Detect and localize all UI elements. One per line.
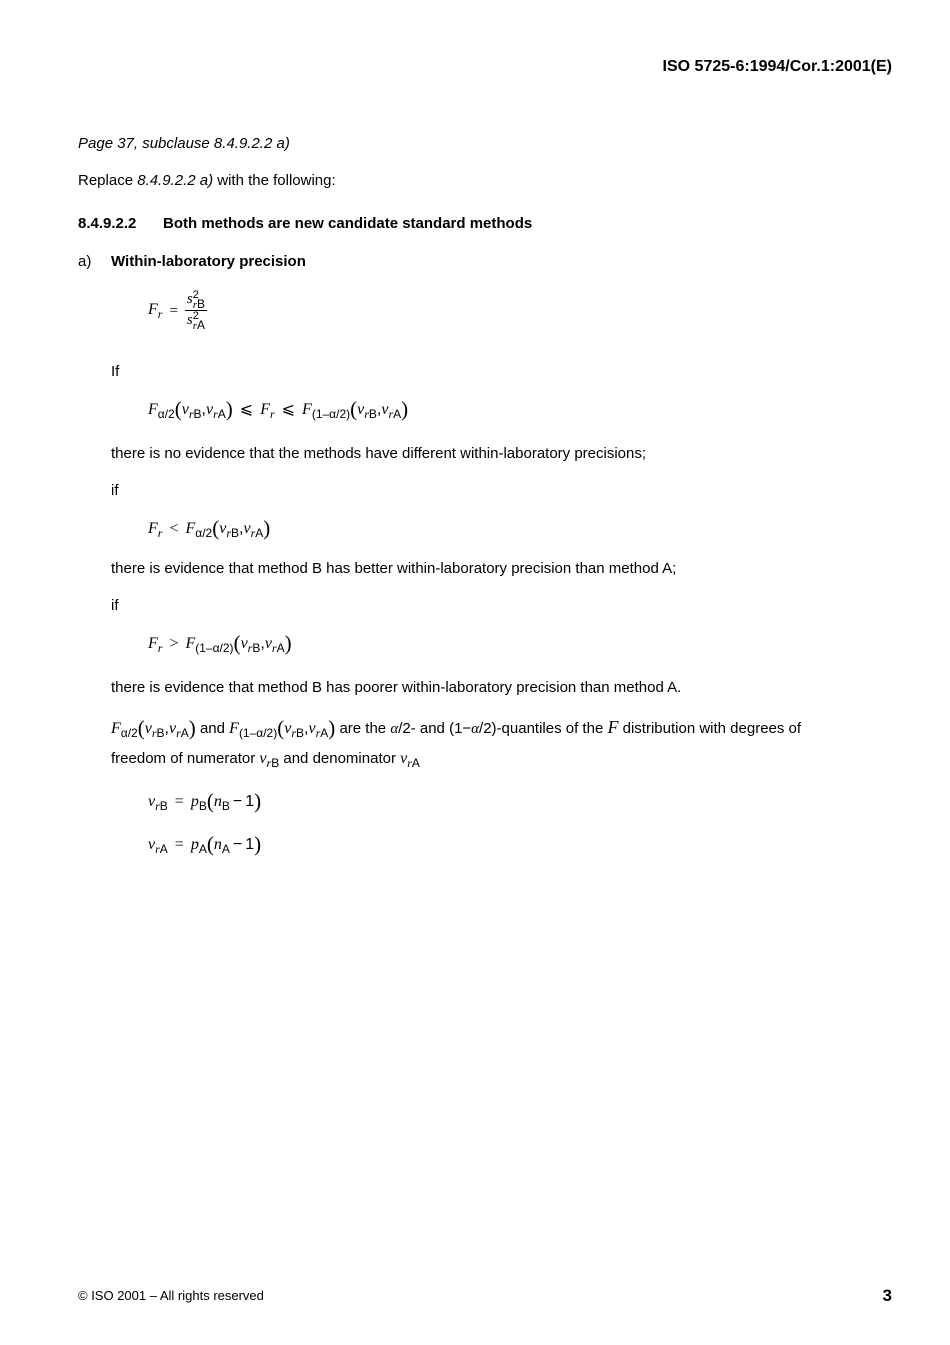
replace-instruction <box>78 172 336 189</box>
item-a-label: a) <box>78 253 92 270</box>
location-reference: Page 37, subclause 8.4.9.2.2 a) <box>78 135 290 152</box>
equation-nu-ra: $\nu_{rA} = p_A(n_A - 1)$ <box>148 832 262 856</box>
page-number: 3 <box>882 1286 892 1305</box>
section-title: Both methods are new candidate standard methods <box>163 215 533 232</box>
section-number: 8.4.9.2.2 <box>78 215 137 232</box>
footer-copyright: © ISO 2001 – All rights reserved <box>78 1288 264 1303</box>
fr-numerator: s 2 rB <box>186 289 206 311</box>
replace-suffix: with the following: <box>213 172 336 189</box>
equation-condition-3: $F_r > F_{(1-\alpha/2)}(\nu_{rB},\nu_{rA})$ <box>148 631 292 655</box>
condition-if-3: if <box>111 597 119 614</box>
item-a-title: Within-laboratory precision <box>111 253 306 270</box>
equation-nu-rb: $\nu_{rB} = p_B(n_B - 1)$ <box>148 789 262 813</box>
equation-condition-2: $F_r < F_{\alpha/2}(\nu_{rB},\nu_{rA})$ <box>148 516 271 540</box>
quantile-upper-expr: $F_{(1-\alpha/2)}(\nu_{rB},\nu_{rA})$ <box>229 716 336 740</box>
condition-if-1: If <box>111 363 120 380</box>
document-header-id: ISO 5725-6:1994/Cor.1:2001(E) <box>662 58 892 75</box>
fr-denominator: s 2 rA <box>186 310 206 332</box>
fr-equals: = <box>169 302 178 319</box>
explanation-line-2: freedom of numerator $\nu_{rB}$ and denominator $\nu_{rA}$ <box>111 750 420 770</box>
condition-if-2: if <box>111 482 119 499</box>
replace-ref: 8.4.9.2.2 a) <box>137 172 214 189</box>
result-no-evidence: there is no evidence that the methods have different within-laboratory precisions; <box>111 445 647 462</box>
result-poorer-precision: there is evidence that method B has poorer within-laboratory precision than method A. <box>111 679 682 696</box>
result-better-precision: there is evidence that method B has better within-laboratory precision than method A; <box>111 560 677 577</box>
fr-lhs: $F_r$ <box>148 300 163 321</box>
explanation-line-1: $F_{\alpha/2}(\nu_{rB},\nu_{rA})$ and $F_{(1-\alpha/2)}(\nu_{rB},\nu_{rA})$ are the α/2- and (1−α/2)-quantiles of the F distribution with degrees of <box>111 716 802 740</box>
quantile-lower-expr: $F_{\alpha/2}(\nu_{rB},\nu_{rA})$ <box>111 716 196 740</box>
equation-fr-definition <box>148 291 207 331</box>
replace-prefix: Replace <box>78 172 138 189</box>
equation-condition-1: $F_{\alpha/2}(\nu_{rB},\nu_{rA})$ ⩽ $F_r$ ⩽ $F_{(1-\alpha/2)}(\nu_{rB},\nu_{rA})$ <box>148 397 409 421</box>
fr-fraction <box>185 291 207 331</box>
